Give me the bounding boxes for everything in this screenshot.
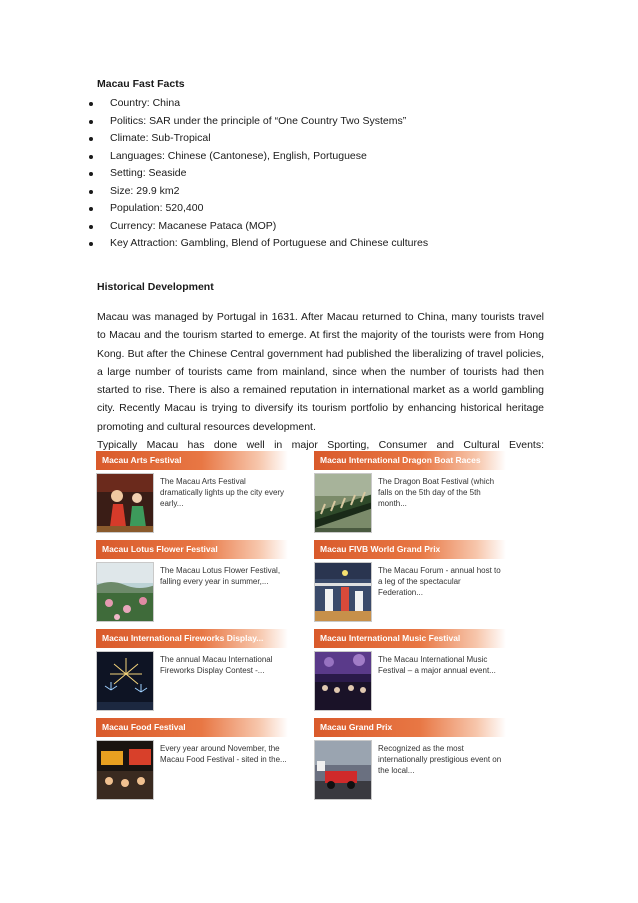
arts-festival-photo-icon[interactable] [96, 473, 154, 533]
fact-text: Currency: Macanese Pataca (MOP) [110, 219, 277, 232]
bullet-icon [89, 242, 93, 246]
history-paragraph [97, 308, 544, 454]
event-card[interactable] [314, 540, 506, 622]
event-description: The Macau Lotus Flower Festival, falling every year in summer,... [160, 566, 281, 586]
fast-facts-list [88, 95, 428, 253]
lotus-photo-icon[interactable] [96, 562, 154, 622]
fact-text: Languages: Chinese (Cantonese), English, Portuguese [110, 149, 367, 162]
event-description: The Macau Forum - annual host to a leg of the spectacular Federation... [378, 566, 501, 597]
history-heading: Historical Development [97, 281, 214, 293]
fact-item [88, 113, 428, 131]
music-festival-photo-icon[interactable] [314, 651, 372, 711]
fact-item [88, 235, 428, 253]
event-title[interactable]: Macau Grand Prix [314, 718, 506, 737]
fact-item [88, 183, 428, 201]
fact-text: Climate: Sub-Tropical [110, 132, 211, 144]
history-events-intro: Typically Macau has done well in major Sporting, Consumer and Cultural Events: [97, 439, 544, 452]
event-card[interactable] [314, 451, 506, 533]
fact-item [88, 218, 428, 236]
event-card[interactable] [314, 629, 506, 711]
event-description: Recognized as the most internationally prestigious event on the local... [378, 744, 502, 775]
event-title[interactable]: Macau International Fireworks Display... [96, 629, 288, 648]
event-title[interactable]: Macau Food Festival [96, 718, 288, 737]
event-card[interactable] [96, 629, 288, 711]
event-description: The Dragon Boat Festival (which falls on the 5th day of the 5th month... [378, 477, 495, 508]
event-description: The Macau International Music Festival – a major annual event... [378, 655, 496, 675]
fact-text: Setting: Seaside [110, 167, 187, 179]
bullet-icon [89, 102, 93, 106]
event-card[interactable] [96, 540, 288, 622]
event-title[interactable]: Macau International Music Festival [314, 629, 506, 648]
fact-text: Key Attraction: Gambling, Blend of Portuguese and Chinese cultures [110, 237, 429, 249]
event-description: Every year around November, the Macau Food Festival - sited in the... [160, 744, 287, 764]
event-title[interactable]: Macau FIVB World Grand Prix [314, 540, 506, 559]
history-text: Macau was managed by Portugal in 1631. After Macau returned to China, many tourists travel to Macau and the tourism started to emerge. At first the majority of the tourists were from Hong Kong. But after the Chinese Central government had published the liberalizing of travel policies, a large number of tourists came from mainland, since when the number of tourists had then started to rise. There is also a remained reputation in international market as a world gambling city. Recently Macau is trying to diversify its tourism portfolio by enhancing historical heritage promoting and cultural resources development. [97, 311, 544, 433]
fact-item [88, 130, 428, 148]
fact-text: Country: China [110, 97, 181, 109]
bullet-icon [89, 120, 93, 124]
fact-text: Population: 520,400 [110, 202, 204, 214]
dragon-boat-photo-icon[interactable] [314, 473, 372, 533]
event-description: The Macau Arts Festival dramatically lights up the city every early... [160, 477, 285, 508]
event-card[interactable] [96, 451, 288, 533]
fact-text: Size: 29.9 km2 [110, 184, 180, 197]
fireworks-photo-icon[interactable] [96, 651, 154, 711]
event-card[interactable] [314, 718, 506, 800]
event-title[interactable]: Macau Lotus Flower Festival [96, 540, 288, 559]
fact-item [88, 148, 428, 166]
event-title[interactable]: Macau International Dragon Boat Races [314, 451, 506, 470]
bullet-icon [89, 137, 93, 141]
events-grid [96, 451, 530, 808]
food-festival-photo-icon[interactable] [96, 740, 154, 800]
bullet-icon [89, 155, 93, 159]
bullet-icon [89, 207, 93, 211]
bullet-icon [89, 225, 93, 229]
grand-prix-photo-icon[interactable] [314, 740, 372, 800]
event-description: The annual Macau International Fireworks Display Contest -... [160, 655, 273, 675]
event-card[interactable] [96, 718, 288, 800]
fast-facts-heading: Macau Fast Facts [97, 78, 185, 90]
bullet-icon [89, 172, 93, 176]
bullet-icon [89, 190, 93, 194]
fact-item [88, 200, 428, 218]
volleyball-photo-icon[interactable] [314, 562, 372, 622]
fact-item [88, 165, 428, 183]
fact-item [88, 95, 428, 113]
fact-text: Politics: SAR under the principle of “One Country Two Systems” [110, 114, 407, 127]
event-title[interactable]: Macau Arts Festival [96, 451, 288, 470]
